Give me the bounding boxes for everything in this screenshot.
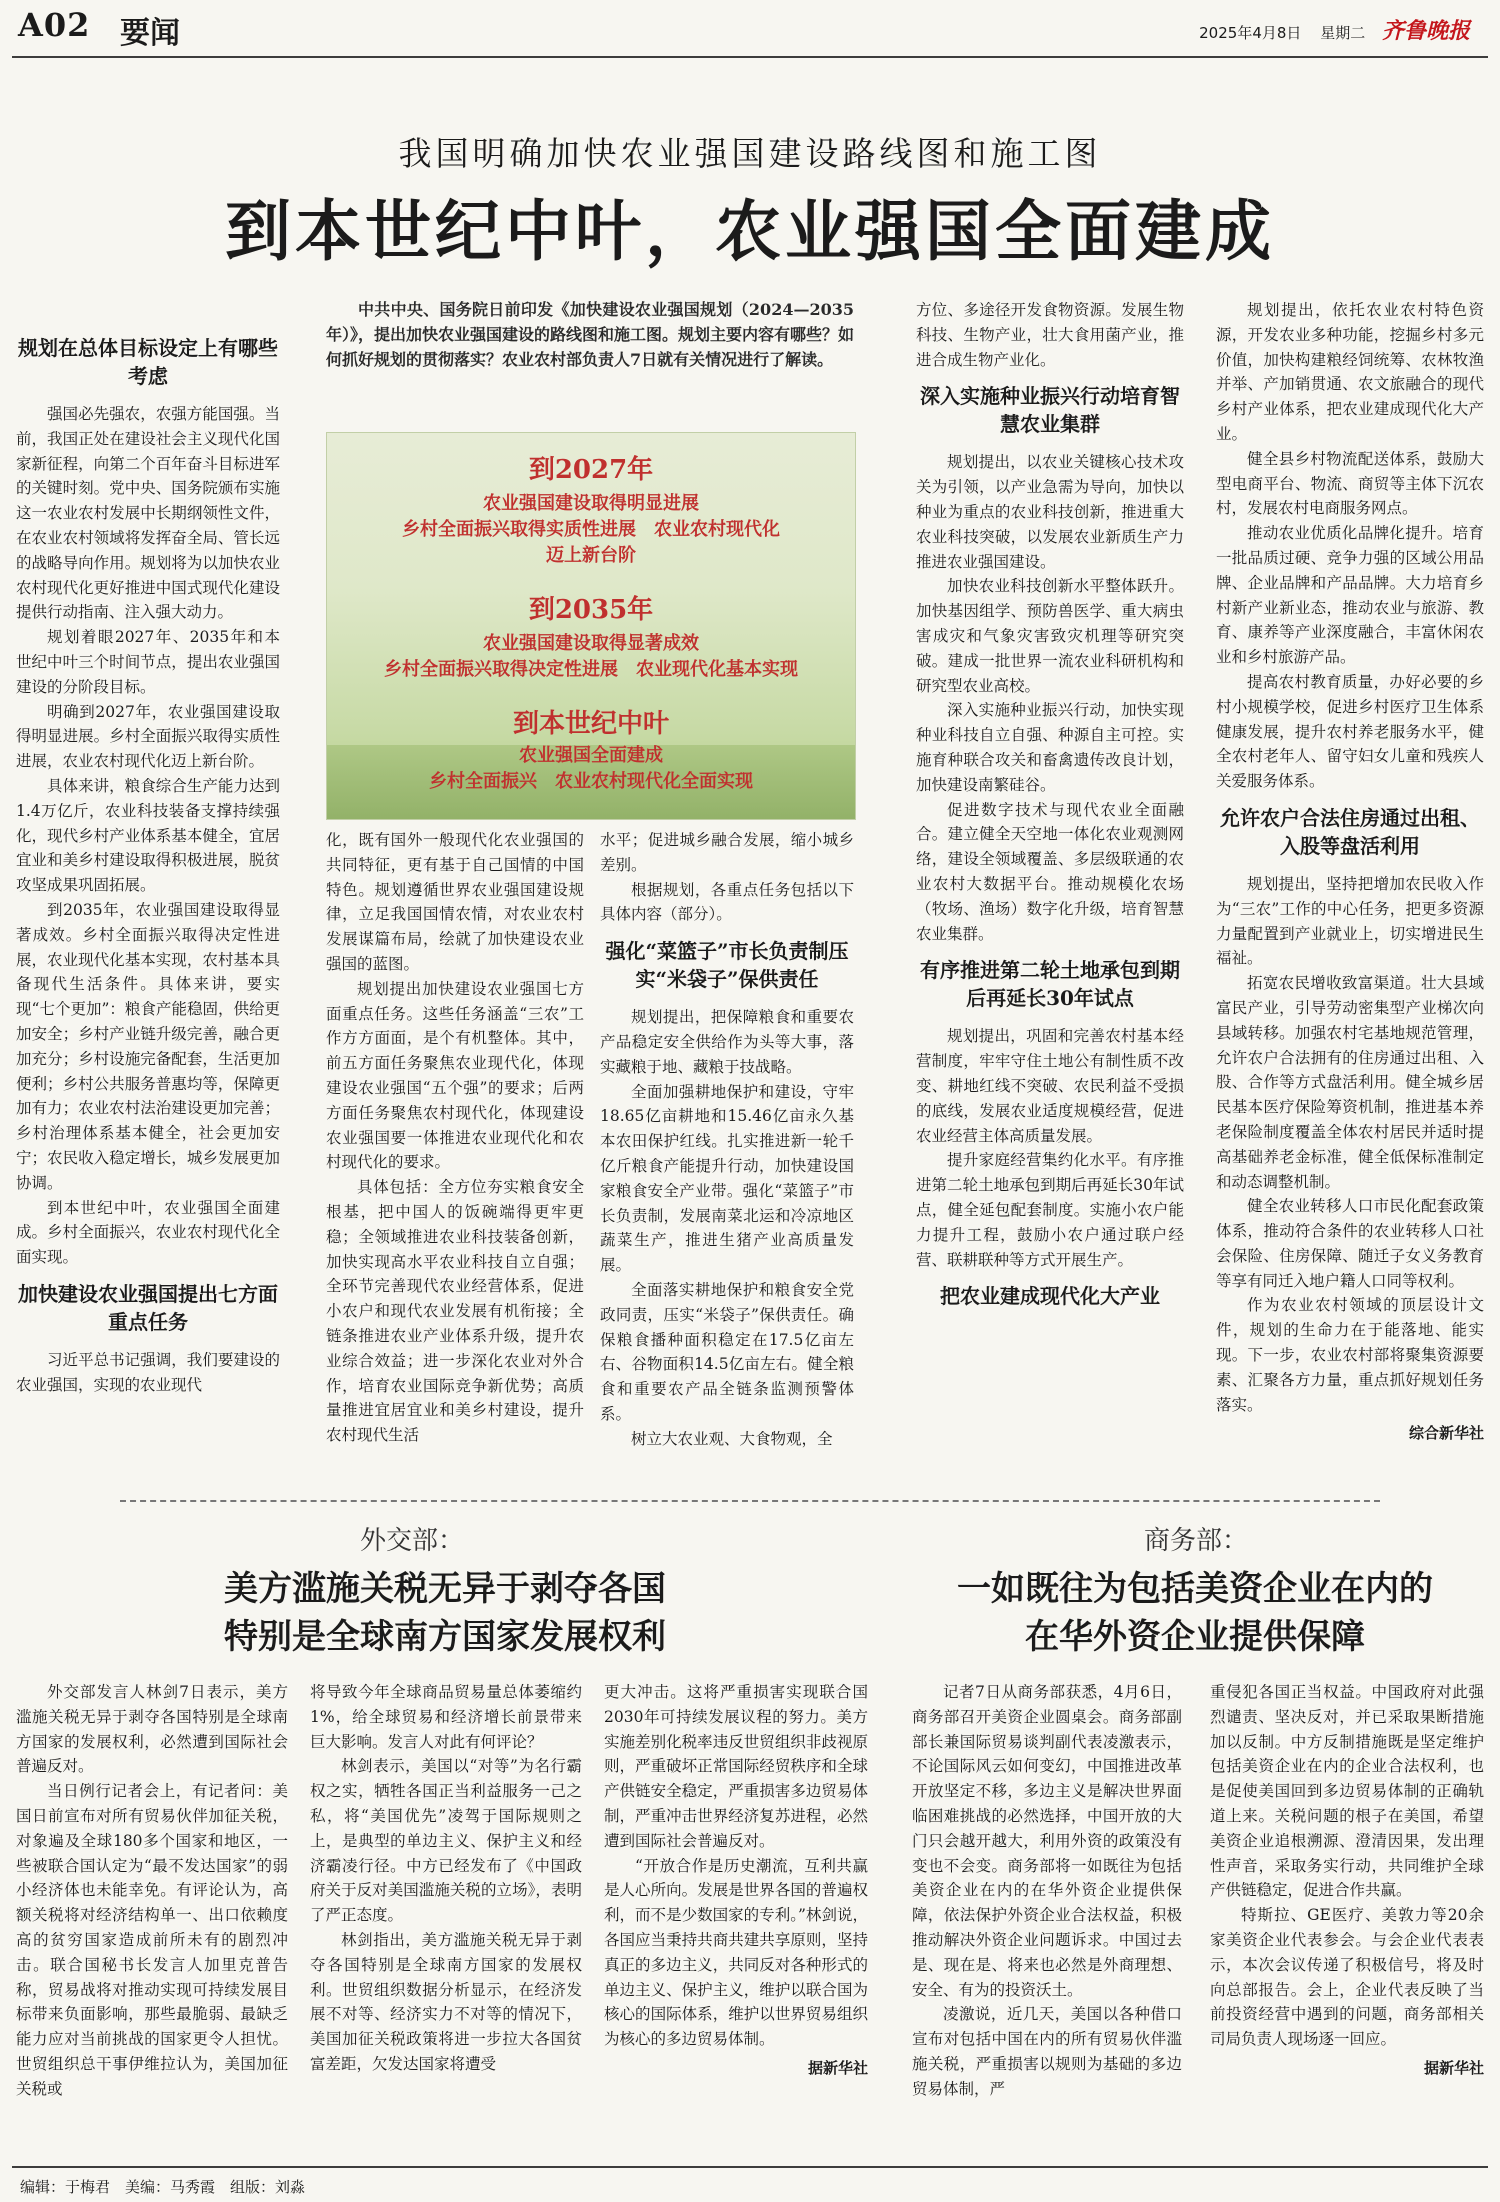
milestone-2027-line: 农业强国建设取得明显进展 bbox=[483, 493, 699, 514]
paragraph: 规划提出，依托农业农村特色资源，开发农业多种功能，挖掘乡村多元价值，加快构建粮经饲统筹、农林牧渔并举、产加销贯通、农文旅融合的现代乡村产业体系，把农业建成现代化大产业。 bbox=[1216, 301, 1484, 443]
source-credit: 据新华社 bbox=[807, 2058, 868, 2077]
mfa-column-1 bbox=[16, 1680, 288, 2160]
subheading: 规划在总体目标设定上有哪些考虑 bbox=[18, 336, 278, 388]
subheading: 强化“菜篮子”市长负责制压实“米袋子”保供责任 bbox=[605, 939, 849, 992]
paragraph: 规划提出，以农业关键核心技术攻关为引领，以产业急需为导向，加快以种业为重点的农业科技创新，推进重大农业科技突破，以发展农业新质生产力推进农业强国建设。 bbox=[916, 453, 1184, 571]
subheading: 把农业建成现代化大产业 bbox=[940, 1284, 1160, 1309]
mfa-headline-line-2: 特别是全球南方国家发展权利 bbox=[224, 1616, 666, 1657]
paragraph: 深入实施种业振兴行动，加快实现种业科技自立自强、种源自主可控。实施育种联合攻关和畜禽遗传改良计划，加快建设南繁硅谷。 bbox=[916, 701, 1184, 794]
paragraph: 规划提出，坚持把增加农民收入作为“三农”工作的中心任务，把更多资源力量配置到产业就业上，切实增进民生福祉。 bbox=[1216, 874, 1484, 968]
subheading: 深入实施种业振兴行动培育智慧农业集群 bbox=[920, 384, 1180, 437]
subheading: 加快建设农业强国提出七方面重点任务 bbox=[18, 1281, 278, 1334]
paragraph: 推动农业优质化品牌化提升。培育一批品质过硬、竞争力强的区域公用品牌、企业品牌和产品品牌。大力培育乡村新产业新业态，推动农业与旅游、教育、康养等产业深度融合，丰富休闲农业和乡村旅游产品。 bbox=[1216, 524, 1484, 667]
main-column-4 bbox=[916, 298, 1184, 1462]
mfa-column-2 bbox=[310, 1680, 582, 2160]
paragraph: 作为农业农村领域的顶层设计文件，规划的生命力在于能落地、能实现。下一步，农业农村部将聚集资源要素、汇聚各方力量，重点抓好规划任务落实。 bbox=[1216, 1296, 1484, 1414]
paragraph: 记者7日从商务部获悉，4月6日，商务部召开美资企业圆桌会。商务部副部长兼国际贸易谈判副代表凌激表示，不论国际风云如何变幻，中国推进改革开放坚定不移，多边主义是解决世界面临困难挑战的必然选择，中国开放的大门只会越开越大，利用外资的政策没有变也不会变。商务部将一如既往为包括美资企业在内的在华外资企业提供保障，依法保护外资企业合法权益，积极推动解决外资企业问题诉求。中国过去是、现在是、将来也必然是外商理想、安全、有为的投资沃土。 bbox=[912, 1683, 1182, 1999]
paragraph: 具体来讲，粮食综合生产能力达到1.4万亿斤，农业科技装备支撑持续强化，现代乡村产业体系基本健全，宜居宜业和美乡村建设取得积极进展，脱贫攻坚成果巩固拓展。 bbox=[16, 776, 280, 895]
section-divider bbox=[120, 1500, 1380, 1502]
paragraph: 林剑表示，美国以“对等”为名行霸权之实，牺牲各国正当利益服务一己之私，将“美国优先”凌驾于国际规则之上，是典型的单边主义、保护主义和经济霸凌行径。中方已经发布了《中国政府关于反对美国滥施关税的立场》，表明了严正态度。 bbox=[310, 1757, 582, 1925]
paragraph: 健全县乡村物流配送体系，鼓励大型电商平台、物流、商贸等主体下沉农村，发展农村电商服务网点。 bbox=[1216, 449, 1484, 518]
section-name: 要闻 bbox=[120, 16, 180, 51]
paragraph: 规划提出，把保障粮食和重要农产品稳定安全供给作为头等大事，落实藏粮于地、藏粮于技战略。 bbox=[600, 1008, 854, 1076]
mofcom-org-label: 商务部： bbox=[1144, 1526, 1249, 1556]
paragraph: 加快农业科技创新水平整体跃升。加快基因组学、预防兽医学、重大病虫害成灾和气象灾害致灾机理等研究突破。建成一批世界一流农业科研机构和研究型农业高校。 bbox=[916, 577, 1184, 695]
intro-paragraph: 中共中央、国务院日前印发《加快建设农业强国规划（2024—2035年）》，提出加快农业强国建设的路线图和施工图。规划主要内容有哪些？如何抓好规划的贯彻落实？农业农村部负责人7日就有关情况进行了解读。 bbox=[326, 300, 855, 369]
milestone-2035-line: 乡村全面振兴取得决定性进展 农业现代化基本实现 bbox=[384, 659, 798, 680]
paragraph: 林剑指出，美方滥施关税无异于剥夺各国特别是全球南方国家的发展权利。世贸组织数据分析显示，在经济发展不对等、经济实力不对等的情况下，美国加征关税政策将进一步拉大各国贫富差距，欠发达国家将遭受 bbox=[310, 1930, 582, 2073]
paragraph: 规划提出加快建设农业强国七方面重点任务。这些任务涵盖“三农”工作方方面面，是个有机整体。其中，前五方面任务聚焦农业现代化，体现建设农业强国“五个强”的要求；后两方面任务聚焦农村现代化，体现建设农业强国要一体推进农业现代化和农村现代化的要求。 bbox=[326, 979, 584, 1172]
main-kicker: 我国明确加快农业强国建设路线图和施工图 bbox=[398, 134, 1102, 173]
paragraph: 当日例行记者会上，有记者问：美国日前宣布对所有贸易伙伴加征关税，对象遍及全球180多个国家和地区，一些被联合国认定为“最不发达国家”的弱小经济体也未能幸免。有评论认为，高额关税将对经济结构单一、出口依赖度高的贫穷国家造成前所未有的剧烈冲击。联合国秘书长发言人加里克普告称，贸易战将对推动实现可持续发展目标带来负面影响，那些最脆弱、最缺乏能力应对当前挑战的国家更令人担忧。世贸组织总干事伊维拉认为，美国加征关税或 bbox=[16, 1782, 288, 2098]
paragraph: 规划着眼2027年、2035年和本世纪中叶三个时间节点，提出农业强国建设的分阶段目标。 bbox=[16, 628, 280, 696]
milestone-2035-line: 农业强国建设取得显著成效 bbox=[483, 633, 699, 654]
editor-credits: 编辑：于梅君 美编：马秀霞 组版：刘淼 bbox=[20, 2178, 306, 2196]
paragraph: 具体包括：全方位夯实粮食安全根基，把中国人的饭碗端得更牢更稳；全领域推进农业科技装备创新，加快实现高水平农业科技自立自强；全环节完善现代农业经营体系，促进小农户和现代农业发展有机衔接；全链条推进农业产业体系升级，提升农业综合效益；进一步深化农业对外合作，培育农业国际竞争新优势；高质量推进宜居宜业和美乡村建设，提升农村现代生活 bbox=[326, 1178, 584, 1445]
mofcom-headline-line-1: 一如既往为包括美资企业在内的 bbox=[957, 1569, 1433, 1609]
paragraph: 水平；促进城乡融合发展，缩小城乡差别。 bbox=[600, 831, 854, 874]
weekday: 星期二 bbox=[1320, 24, 1366, 42]
milestone-2035-title: 到2035年 bbox=[528, 595, 654, 625]
footer-rule bbox=[12, 2166, 1488, 2168]
header-info bbox=[1199, 14, 1470, 45]
milestone-2027-line: 迈上新台阶 bbox=[546, 545, 636, 566]
main-column-3 bbox=[600, 828, 854, 1462]
lead-intro bbox=[326, 298, 854, 372]
mofcom-headline bbox=[900, 1566, 1490, 1661]
paragraph: 方位、多途径开发食物资源。发展生物科技、生物产业，壮大食用菌产业，推进合成生物产业化。 bbox=[916, 301, 1184, 369]
paragraph: 根据规划，各重点任务包括以下具体内容（部分）。 bbox=[600, 880, 854, 924]
milestone-2027-title: 到2027年 bbox=[528, 455, 654, 485]
milestone-midcentury-line: 乡村全面振兴 农业农村现代化全面实现 bbox=[429, 771, 753, 792]
paragraph: 外交部发言人林剑7日表示，美方滥施关税无异于剥夺各国特别是全球南方国家的发展权利，必然遭到国际社会普遍反对。 bbox=[16, 1683, 288, 1776]
paragraph: 特斯拉、GE医疗、美敦力等20余家美资企业代表参会。与会企业代表表示，本次会议传递了积极信号，将及时向总部报告。会上，企业代表反映了当前投资经营中遇到的问题，商务部相关司局负责人现场逐一回应。 bbox=[1210, 1906, 1484, 2049]
mfa-headline-line-1: 美方滥施关税无异于剥夺各国 bbox=[224, 1569, 666, 1609]
paragraph: 全面落实耕地保护和粮食安全党政同责，压实“米袋子”保供责任。确保粮食播种面积稳定在17.5亿亩左右、谷物面积14.5亿亩左右。健全粮食和重要农产品全链条监测预警体系。 bbox=[600, 1280, 854, 1423]
milestone-2027-line: 乡村全面振兴取得实质性进展 农业农村现代化 bbox=[402, 519, 780, 540]
paragraph: 到2035年，农业强国建设取得显著成效。乡村全面振兴取得决定性进展，农业现代化基本实现，农村基本具备现代生活条件。具体来讲，要实现“七个更加”：粮食产能稳固，供给更加安全；乡村产业链升级完善，融合更加充分；乡村设施完备配套，生活更加便利；乡村公共服务普惠均等，保障更加有力；农业农村法治建设更加完善；乡村治理体系基本健全，社会更加安宁；农民收入稳定增长，城乡发展更加协调。 bbox=[16, 900, 280, 1192]
paragraph: 规划提出，巩固和完善农村基本经营制度，牢牢守住土地公有制性质不改变、耕地红线不突破、农民利益不受损的底线，发展农业适度规模经营，促进农业经营主体高质量发展。 bbox=[916, 1027, 1184, 1145]
paragraph: 重侵犯各国正当权益。中国政府对此强烈谴责、坚决反对，并已采取果断措施加以反制。中方反制措施既是坚定维护包括美资企业在内的企业合法权利，也是促使美国回到多边贸易体制的正确轨道上来。关税问题的根子在美国，希望美资企业追根溯源、澄清因果，发出理性声音，采取务实行动，共同维护全球产供链稳定，促进合作共赢。 bbox=[1210, 1683, 1484, 1900]
timeline-graphic bbox=[326, 432, 856, 820]
paragraph: 到本世纪中叶，农业强国全面建成。乡村全面振兴，农业农村现代化全面实现。 bbox=[16, 1198, 280, 1267]
page-number: A02 bbox=[18, 6, 91, 44]
header-rule bbox=[12, 56, 1488, 58]
mfa-column-3 bbox=[604, 1680, 868, 2160]
subheading: 有序推进第二轮土地承包到期后再延长30年试点 bbox=[920, 958, 1180, 1011]
paragraph: 更大冲击。这将严重损害实现联合国2030年可持续发展议程的努力。美方实施差别化税率违反世贸组织非歧视原则，严重破坏正常国际经贸秩序和全球产供链安全稳定，严重损害多边贸易体制，严重冲击世界经济复苏进程，必然遭到国际社会普遍反对。 bbox=[604, 1683, 868, 1850]
milestone-midcentury-line: 农业强国全面建成 bbox=[519, 745, 663, 766]
mfa-headline bbox=[30, 1566, 860, 1661]
mfa-org-label: 外交部： bbox=[360, 1526, 465, 1556]
mofcom-column-1 bbox=[912, 1680, 1182, 2160]
source-credit: 综合新华社 bbox=[1408, 1424, 1484, 1443]
paragraph: “开放合作是历史潮流，互利共赢是人心所向。发展是世界各国的普遍权利，而不是少数国家的专利。”林剑说，各国应当秉持共商共建共享原则，坚持真正的多边主义，共同反对各种形式的单边主义、保护主义，维护以联合国为核心的国际体系，维护以世界贸易组织为核心的多边贸易体制。 bbox=[604, 1856, 868, 2049]
paragraph: 树立大农业观、大食物观，全 bbox=[631, 1429, 833, 1448]
main-column-5 bbox=[1216, 298, 1484, 1468]
milestone-midcentury-title: 到本世纪中叶 bbox=[512, 709, 669, 739]
paragraph: 全面加强耕地保护和建设，守牢18.65亿亩耕地和15.46亿亩永久基本农田保护红线。扎实推进新一轮千亿斤粮食产能提升行动，加快建设国家粮食安全产业带。强化“菜篮子”市长负责制，发展南菜北运和冷凉地区蔬菜生产，推进生猪产业高质量发展。 bbox=[600, 1082, 854, 1275]
source-credit: 据新华社 bbox=[1423, 2058, 1484, 2077]
paragraph: 提升家庭经营集约化水平。有序推进第二轮土地承包到期后再延长30年试点，健全延包配套制度。实施小农户能力提升工程，鼓励小农户通过联户经营、联耕联种等方式开展生产。 bbox=[916, 1151, 1184, 1269]
main-column-1 bbox=[16, 324, 280, 1462]
newspaper-logo: 齐鲁晚报 bbox=[1381, 19, 1470, 44]
paragraph: 健全农业转移人口市民化配套政策体系，推动符合条件的农业转移人口社会保险、住房保障、随迁子女义务教育等享有同迁入地户籍人口同等权利。 bbox=[1216, 1197, 1484, 1290]
mofcom-column-2 bbox=[1210, 1680, 1484, 2160]
issue-date: 2025年4月8日 bbox=[1199, 24, 1302, 42]
paragraph: 促进数字技术与现代农业全面融合。建立健全天空地一体化农业观测网络，建设全领域覆盖、多层级联通的农业农村大数据平台。推动规模化农场（牧场、渔场）数字化升级，培育智慧农业集群。 bbox=[916, 800, 1184, 943]
paragraph: 拓宽农民增收致富渠道。壮大县域富民产业，引导劳动密集型产业梯次向县域转移。加强农村宅基地规范管理，允许农户合法拥有的住房通过出租、入股、合作等方式盘活利用。健全城乡居民基本医疗保险筹资机制，推进基本养老保险制度覆盖全体农村居民并适时提高基础养老金标准，健全低保标准制定和动态调整机制。 bbox=[1216, 974, 1484, 1191]
paragraph: 凌激说，近几天，美国以各种借口宣布对包括中国在内的所有贸易伙伴滥施关税，严重损害以规则为基础的多边贸易体制，严 bbox=[912, 2005, 1182, 2098]
main-column-2 bbox=[326, 828, 584, 1462]
subheading: 允许农户合法住房通过出租、入股等盘活利用 bbox=[1220, 805, 1480, 858]
paragraph: 习近平总书记强调，我们要建设的农业强国，实现的农业现代 bbox=[16, 1350, 280, 1394]
paragraph: 化，既有国外一般现代化农业强国的共同特征，更有基于自己国情的中国特色。规划遵循世界农业强国建设规律，立足我国国情农情，对农业农村发展谋篇布局，绘就了加快建设农业强国的蓝图。 bbox=[326, 831, 584, 973]
mofcom-headline-line-2: 在华外资企业提供保障 bbox=[1025, 1616, 1365, 1657]
paragraph: 提高农村教育质量，办好必要的乡村小规模学校，促进乡村医疗卫生体系健康发展，提升农村养老服务水平，健全农村老年人、留守妇女儿童和残疾人关爱服务体系。 bbox=[1216, 672, 1484, 791]
main-headline: 到本世纪中叶，农业强国全面建成 bbox=[225, 192, 1275, 270]
paragraph: 强国必先强农，农强方能国强。当前，我国正处在建设社会主义现代化国家新征程，向第二个百年奋斗目标进军的关键时刻。党中央、国务院颁布实施这一农业农村发展中长期纲领性文件，在农业农村领域将发挥奋全局、管长远的战略导向作用。规划将为以加快农业农村现代化更好推进中国式现代化建设提供行动指南、注入强大动力。 bbox=[16, 405, 280, 622]
paragraph: 明确到2027年，农业强国建设取得明显进展。乡村全面振兴取得实质性进展，农业农村现代化迈上新台阶。 bbox=[16, 702, 280, 771]
paragraph: 将导致今年全球商品贸易量总体萎缩约1%，给全球贸易和经济增长前景带来巨大影响。发言人对此有何评论？ bbox=[310, 1683, 582, 1751]
